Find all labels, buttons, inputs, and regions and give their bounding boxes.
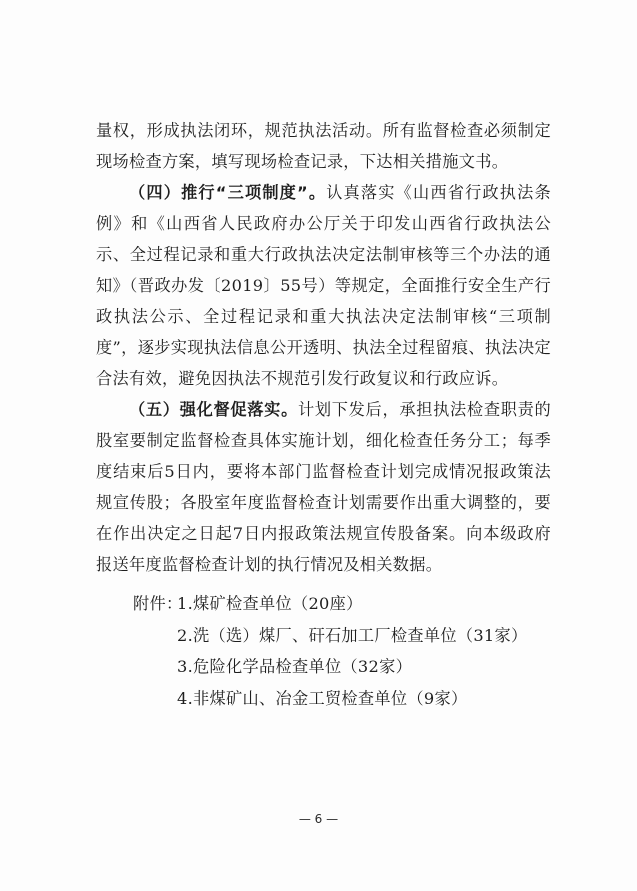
attachment-label: 附件： [133, 594, 183, 613]
paragraph-3 [96, 394, 551, 580]
page-number: — 6 — [298, 812, 339, 826]
attachment-row [133, 620, 563, 652]
attachment-item: 4.非煤矿山、冶金工贸检查单位（9家） [177, 688, 468, 708]
attachment-item: 2.洗（选）煤厂、矸石加工厂检查单位（31家） [177, 625, 528, 645]
document-body [96, 115, 551, 580]
attachment-list [133, 588, 563, 714]
attachment-item: 3.危险化学品检查单位（32家） [177, 657, 413, 676]
paragraph-3-text: 计划下发后，承担执法检查职责的股室要制定监督检查具体实施计划，细化检查任务分工；每季度结束后5日内，要将本部门监督检查计划完成情况报政策法规宣传股；各股室年度监督检查计划需要作出重大调整的，要在作出决定之日起7日内报政策法规宣传股备案。向本级政府报送年度监督检查计划的执行情况及相关数据。 [96, 400, 552, 574]
attachment-row [133, 588, 563, 620]
attachment-row [133, 651, 563, 683]
attachment-row [133, 683, 563, 715]
paragraph-2-text: 认真落实《山西省行政执法条例》和《山西省人民政府办公厅关于印发山西省行政执法公示、全过程记录和重大行政执法决定法制审核等三个办法的通知》（晋政办发〔2019〕55号）等规定，全面推行安全生产行政执法公示、全过程记录和重大执法决定法制审核“三项制度”，逐步实现执法信息公开透明、执法全过程留痕、执法决定合法有效，避免因执法不规范引发行政复议和行政应诉。 [96, 183, 551, 388]
paragraph-2-heading: （四）推行“三项制度”。 [129, 183, 327, 202]
paragraph-1: 量权，形成执法闭环，规范执法活动。所有监督检查必须制定现场检查方案，填写现场检查记录，下达相关措施文书。 [96, 121, 551, 171]
attachment-item: 1.煤矿检查单位（20座） [177, 594, 363, 613]
paragraph-2 [96, 177, 551, 394]
paragraph-3-heading: （五）强化督促落实。 [129, 400, 298, 419]
